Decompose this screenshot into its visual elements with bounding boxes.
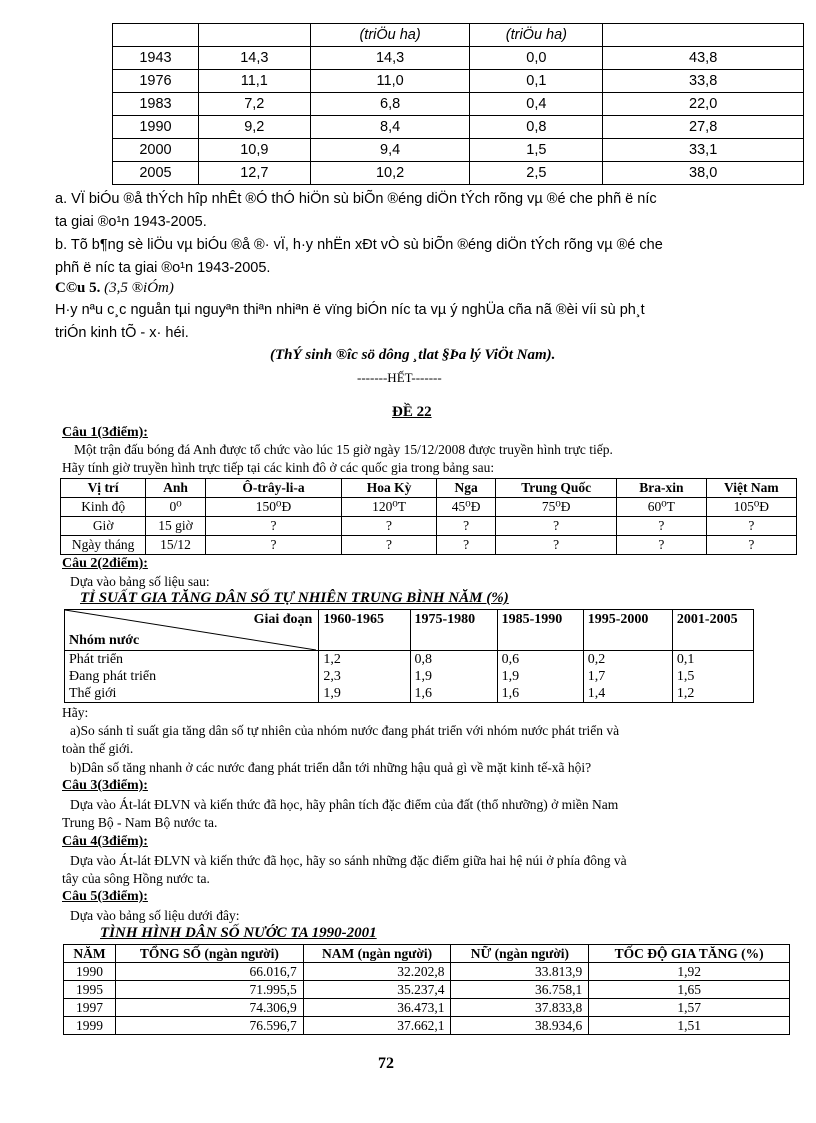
table-row xyxy=(61,536,797,555)
table-cell: 22,0 xyxy=(603,93,804,116)
values-cell xyxy=(672,651,753,703)
growth-rate-table xyxy=(64,609,754,703)
table-cell: 45⁰Đ xyxy=(436,498,495,517)
table-cell: 33.813,9 xyxy=(451,963,589,981)
table-cell: 60⁰T xyxy=(617,498,707,517)
column-header: Trung Quốc xyxy=(496,479,617,498)
question-3-line1: Dựa vào Át-lát ĐLVN và kiến thức đã học, hãy phân tích đặc điểm của đất (thổ nhưỡng) ở miền Nam xyxy=(70,797,619,812)
column-header: TỐC ĐỘ GIA TĂNG (%) xyxy=(589,945,790,963)
question-b-line1: b. Tõ b¶ng sè liÖu vµ biÓu ®å ®· vÏ, h·y nhËn xÐt vÒ sù biÕn ®éng diÖn tÝch rõng vµ ®é che xyxy=(55,237,663,253)
table-cell: 1,92 xyxy=(589,963,790,981)
table-cell: 33,8 xyxy=(603,70,804,93)
table-cell: 37.833,8 xyxy=(451,999,589,1017)
table-row xyxy=(64,1017,790,1035)
group-name: Phát triển xyxy=(69,652,124,667)
table-cell: Ngày tháng xyxy=(61,536,146,555)
column-header: NỮ (ngàn người) xyxy=(451,945,589,963)
table4-title: TÌNH HÌNH DÂN SỐ NƯỚC TA 1990-2001 xyxy=(100,925,377,941)
table-row xyxy=(61,517,797,536)
question-1-text-line1: Một trận đấu bóng đá Anh được tổ chức vào lúc 15 giờ ngày 15/12/2008 được truyền hình trực tiếp. xyxy=(74,442,613,457)
cau5-text-line2: triÓn kinh tÕ - x· héi. xyxy=(55,325,189,341)
value: 1,9 xyxy=(414,669,432,684)
question-5-label: Câu 5(3điểm): xyxy=(62,889,148,904)
table-cell: Giờ xyxy=(61,517,146,536)
table-cell: 1999 xyxy=(64,1017,116,1035)
column-header: Anh xyxy=(146,479,206,498)
table-cell: ? xyxy=(706,536,796,555)
table-cell: 120⁰T xyxy=(342,498,437,517)
table-cell: 11,1 xyxy=(198,70,310,93)
cau5-text-line1: H·y nªu c¸c nguån tµi nguyªn thiªn nhiªn ë vïng biÓn níc ta vµ ý nghÜa cña nã ®èi víi sù ph¸t xyxy=(55,302,645,318)
table-row xyxy=(64,981,790,999)
table-cell: 10,2 xyxy=(310,162,470,185)
table-cell: 27,8 xyxy=(603,116,804,139)
table-cell: 0,4 xyxy=(470,93,603,116)
table-cell: ? xyxy=(496,517,617,536)
group-name: Đang phát triển xyxy=(69,669,157,684)
table-cell: 0⁰ xyxy=(146,498,206,517)
column-header: TỔNG SỐ (ngàn người) xyxy=(115,945,303,963)
table-header-row xyxy=(61,479,797,498)
forest-area-table xyxy=(112,23,804,185)
table-cell: 15 giờ xyxy=(146,517,206,536)
table-row xyxy=(64,999,790,1017)
table-cell: 1990 xyxy=(64,963,116,981)
table-cell: 1,65 xyxy=(589,981,790,999)
value: 1,7 xyxy=(587,669,606,684)
table-cell: 0,0 xyxy=(470,47,603,70)
table-cell: 71.995,5 xyxy=(115,981,303,999)
atlas-note: (ThÝ sinh ®îc sö dông ¸tlat §Þa lý ViÖt Nam). xyxy=(270,347,556,363)
table-row xyxy=(113,116,804,139)
table-cell: 1943 xyxy=(113,47,199,70)
table-row xyxy=(64,963,790,981)
table-cell: 43,8 xyxy=(603,47,804,70)
table-cell: 2,5 xyxy=(470,162,603,185)
question-5-text: Dựa vào bảng số liệu dưới đây: xyxy=(70,908,240,923)
table-row xyxy=(113,47,804,70)
corner-cell xyxy=(65,610,319,651)
values-cell xyxy=(583,651,672,703)
table-cell: 105⁰Đ xyxy=(706,498,796,517)
corner-bottom-label: Nhóm nước xyxy=(69,633,140,648)
table-cell: 14,3 xyxy=(310,47,470,70)
value: 1,2 xyxy=(676,686,695,701)
table-cell: 1990 xyxy=(113,116,199,139)
corner-top-label: Giai đoạn xyxy=(253,612,313,627)
table-cell: 1,57 xyxy=(589,999,790,1017)
table-cell: ? xyxy=(617,517,707,536)
table-cell: ? xyxy=(342,536,437,555)
table-cell: 8,4 xyxy=(310,116,470,139)
question-4-label: Câu 4(3điểm): xyxy=(62,834,148,849)
table-cell: ? xyxy=(617,536,707,555)
question-a-line1: a. VÏ biÓu ®å thÝch hîp nhÊt ®Ó thÓ hiÖn sù biÕn ®éng diÖn tÝch rõng vµ ®é che phñ ë níc xyxy=(55,191,657,207)
table-cell: 15/12 xyxy=(146,536,206,555)
question-2-text: Dựa vào bảng số liệu sau: xyxy=(70,574,210,589)
question-b-line2: phñ ë níc ta giai ®o¹n 1943-2005. xyxy=(55,260,271,276)
group-cell xyxy=(65,651,319,703)
value: 0,6 xyxy=(501,652,520,667)
table-cell: 38.934,6 xyxy=(451,1017,589,1035)
table-row xyxy=(113,162,804,185)
table-cell: 1983 xyxy=(113,93,199,116)
table-row xyxy=(61,498,797,517)
table-cell: 2005 xyxy=(113,162,199,185)
table-cell: (triÖu ha) xyxy=(470,24,603,47)
question-2-label: Câu 2(2điểm): xyxy=(62,556,148,571)
table-header-row xyxy=(64,945,790,963)
table-cell: 33,1 xyxy=(603,139,804,162)
question-1-text-line2: Hãy tính giờ truyền hình trực tiếp tại các kinh đô ở các quốc gia trong bảng sau: xyxy=(62,460,495,475)
table-cell: 9,4 xyxy=(310,139,470,162)
table-cell: 14,3 xyxy=(198,47,310,70)
column-header: Nga xyxy=(436,479,495,498)
population-table xyxy=(63,944,790,1035)
column-header: NĂM xyxy=(64,945,116,963)
group-name: Thế giới xyxy=(69,686,117,701)
table-cell: (triÖu ha) xyxy=(310,24,470,47)
question-a-line2: ta giai ®o¹n 1943-2005. xyxy=(55,214,207,230)
values-cell xyxy=(319,651,410,703)
question-3-line2: Trung Bộ - Nam Bộ nước ta. xyxy=(62,815,218,830)
column-header: Ô-trây-li-a xyxy=(205,479,341,498)
value: 1,6 xyxy=(501,686,520,701)
table-cell: 35.237,4 xyxy=(303,981,451,999)
table-cell: 36.758,1 xyxy=(451,981,589,999)
table-cell: 32.202,8 xyxy=(303,963,451,981)
table-cell xyxy=(603,24,804,47)
value: 1,6 xyxy=(414,686,432,701)
value: 0,2 xyxy=(587,652,606,667)
table-cell: 1997 xyxy=(64,999,116,1017)
table-cell: 0,1 xyxy=(470,70,603,93)
table-cell: 76.596,7 xyxy=(115,1017,303,1035)
table-cell: 66.016,7 xyxy=(115,963,303,981)
table-row xyxy=(113,70,804,93)
question-4-line1: Dựa vào Át-lát ĐLVN và kiến thức đã học, hãy so sánh những đặc điểm giữa hai hệ núi ở phía đông và xyxy=(70,853,627,868)
column-header: 1975-1980 xyxy=(410,610,497,651)
value: 1,2 xyxy=(323,652,341,667)
column-header: Vị trí xyxy=(61,479,146,498)
value: 2,3 xyxy=(323,669,341,684)
table-cell: ? xyxy=(436,517,495,536)
table-cell: 1,51 xyxy=(589,1017,790,1035)
timezone-table xyxy=(60,478,797,555)
table-cell: ? xyxy=(205,517,341,536)
end-marker: -------HẾT------- xyxy=(357,370,442,385)
values-cell xyxy=(410,651,497,703)
question-1-label: Câu 1(3điểm): xyxy=(62,425,148,440)
value: 1,5 xyxy=(676,669,695,684)
table-cell: 0,8 xyxy=(470,116,603,139)
value: 0,1 xyxy=(676,652,695,667)
cau5-points: (3,5 ®iÓm) xyxy=(104,280,174,296)
column-header: 1985-1990 xyxy=(497,610,583,651)
table-cell: 36.473,1 xyxy=(303,999,451,1017)
table-cell: 12,7 xyxy=(198,162,310,185)
table-row xyxy=(65,651,754,703)
table-cell: 7,2 xyxy=(198,93,310,116)
table-header-row xyxy=(65,610,754,651)
table-cell: 75⁰Đ xyxy=(496,498,617,517)
table-row xyxy=(113,24,804,47)
table-cell: 74.306,9 xyxy=(115,999,303,1017)
cau5-label: C©u 5. xyxy=(55,280,101,296)
table-cell: 2000 xyxy=(113,139,199,162)
column-header: Bra-xin xyxy=(617,479,707,498)
exam-title: ĐỀ 22 xyxy=(392,404,432,420)
question-4-line2: tây của sông Hồng nước ta. xyxy=(62,871,210,886)
page-number: 72 xyxy=(378,1055,394,1072)
table-cell xyxy=(198,24,310,47)
table-cell: 1976 xyxy=(113,70,199,93)
table-cell: 1,5 xyxy=(470,139,603,162)
table3-title: TỈ SUẤT GIA TĂNG DÂN SỐ TỰ NHIÊN TRUNG BÌNH NĂM (%) xyxy=(80,590,509,606)
table-cell: 10,9 xyxy=(198,139,310,162)
value: 1,4 xyxy=(587,686,606,701)
column-header: NAM (ngàn người) xyxy=(303,945,451,963)
table-row xyxy=(113,93,804,116)
table-cell: 38,0 xyxy=(603,162,804,185)
value: 0,8 xyxy=(414,652,432,667)
table-cell: ? xyxy=(205,536,341,555)
table-cell: 1995 xyxy=(64,981,116,999)
question-2b: b)Dân số tăng nhanh ở các nước đang phát triển dẫn tới những hậu quả gì về mặt kinh tế-xã hội? xyxy=(70,760,592,775)
value: 1,9 xyxy=(501,669,520,684)
question-2a-line2: toàn thế giới. xyxy=(62,741,134,756)
table-cell: 37.662,1 xyxy=(303,1017,451,1035)
table-cell: Kinh độ xyxy=(61,498,146,517)
question-3-label: Câu 3(3điểm): xyxy=(62,778,148,793)
table-cell: 11,0 xyxy=(310,70,470,93)
table-cell: 9,2 xyxy=(198,116,310,139)
column-header: 1960-1965 xyxy=(319,610,410,651)
column-header: 1995-2000 xyxy=(583,610,672,651)
table-cell: ? xyxy=(436,536,495,555)
column-header: 2001-2005 xyxy=(672,610,753,651)
table-cell xyxy=(113,24,199,47)
table-row xyxy=(113,139,804,162)
question-2-hay: Hãy: xyxy=(62,705,89,720)
table-cell: 6,8 xyxy=(310,93,470,116)
column-header: Hoa Kỳ xyxy=(342,479,437,498)
table-cell: ? xyxy=(496,536,617,555)
question-2a-line1: a)So sánh tỉ suất gia tăng dân số tự nhiên của nhóm nước đang phát triển với nhóm nước phát triển và xyxy=(70,723,620,738)
column-header: Việt Nam xyxy=(706,479,796,498)
table-cell: 150⁰Đ xyxy=(205,498,341,517)
table-cell: ? xyxy=(706,517,796,536)
values-cell xyxy=(497,651,583,703)
value: 1,9 xyxy=(323,686,341,701)
cau5-heading xyxy=(55,280,174,297)
table-cell: ? xyxy=(342,517,437,536)
